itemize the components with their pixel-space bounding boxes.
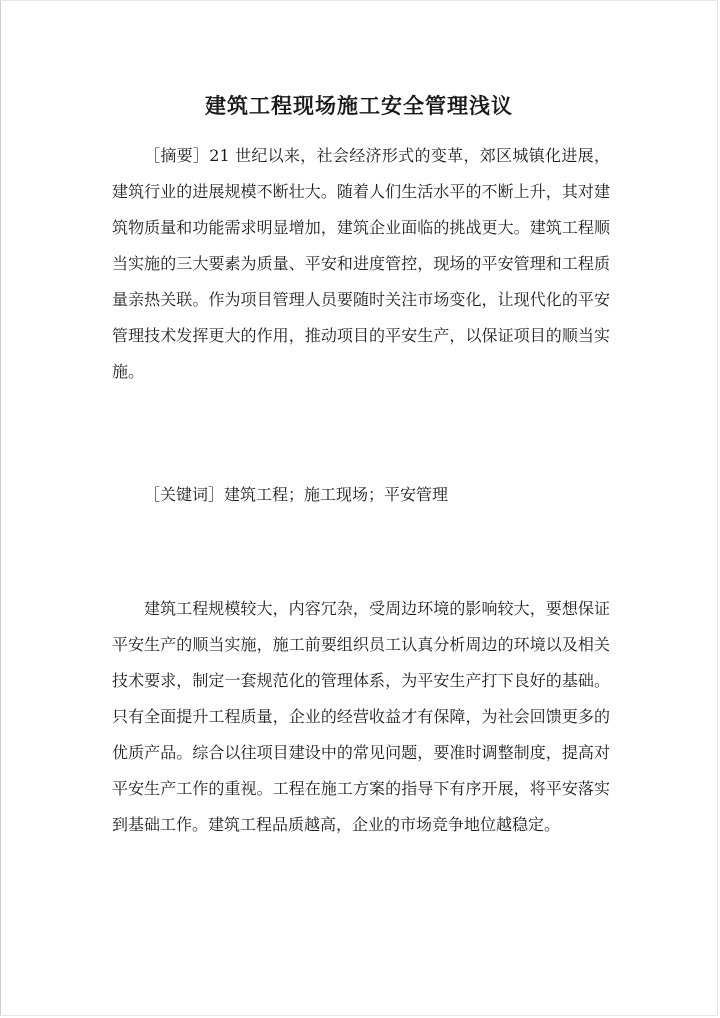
abstract-paragraph: [112, 138, 610, 390]
keywords-tag: ［关键词］: [144, 485, 225, 504]
abstract-tag: ［摘要］: [144, 146, 210, 165]
keywords-text: 建筑工程；施工现场；平安管理: [224, 485, 449, 504]
body-paragraph: 建筑工程规模较大，内容冗杂，受周边环境的影响较大，要想保证平安生产的顺当实施，施工前要组织员工认真分析周边的环境以及相关技术要求，制定一套规范化的管理体系，为平安生产打下良好的基础。只有全面提升工程质量，企业的经营收益才有保障，为社会回馈更多的优质产品。综合以往项目建设中的常见问题，要准时调整制度，提高对平安生产工作的重视。工程在施工方案的指导下有序开展，将平安落实到基础工作。建筑工程品质越高，企业的市场竞争地位越稳定。: [112, 599, 610, 834]
abstract-text: 21 世纪以来，社会经济形式的变革，郊区城镇化进展，建筑行业的进展规模不断壮大。随着人们生活水平的不断上升，其对建筑物质量和功能需求明显增加，建筑企业面临的挑战更大。建筑工程顺当实施的三大要素为质量、平安和进度管控，现场的平安管理和工程质量亲热关联。作为项目管理人员要随时关注市场变化，让现代化的平安管理技术发挥更大的作用，推动项目的平安生产，以保证项目的顺当实施。: [112, 146, 610, 381]
keywords-paragraph: [112, 477, 610, 513]
document-title: 建筑工程现场施工安全管理浅议: [205, 93, 513, 118]
